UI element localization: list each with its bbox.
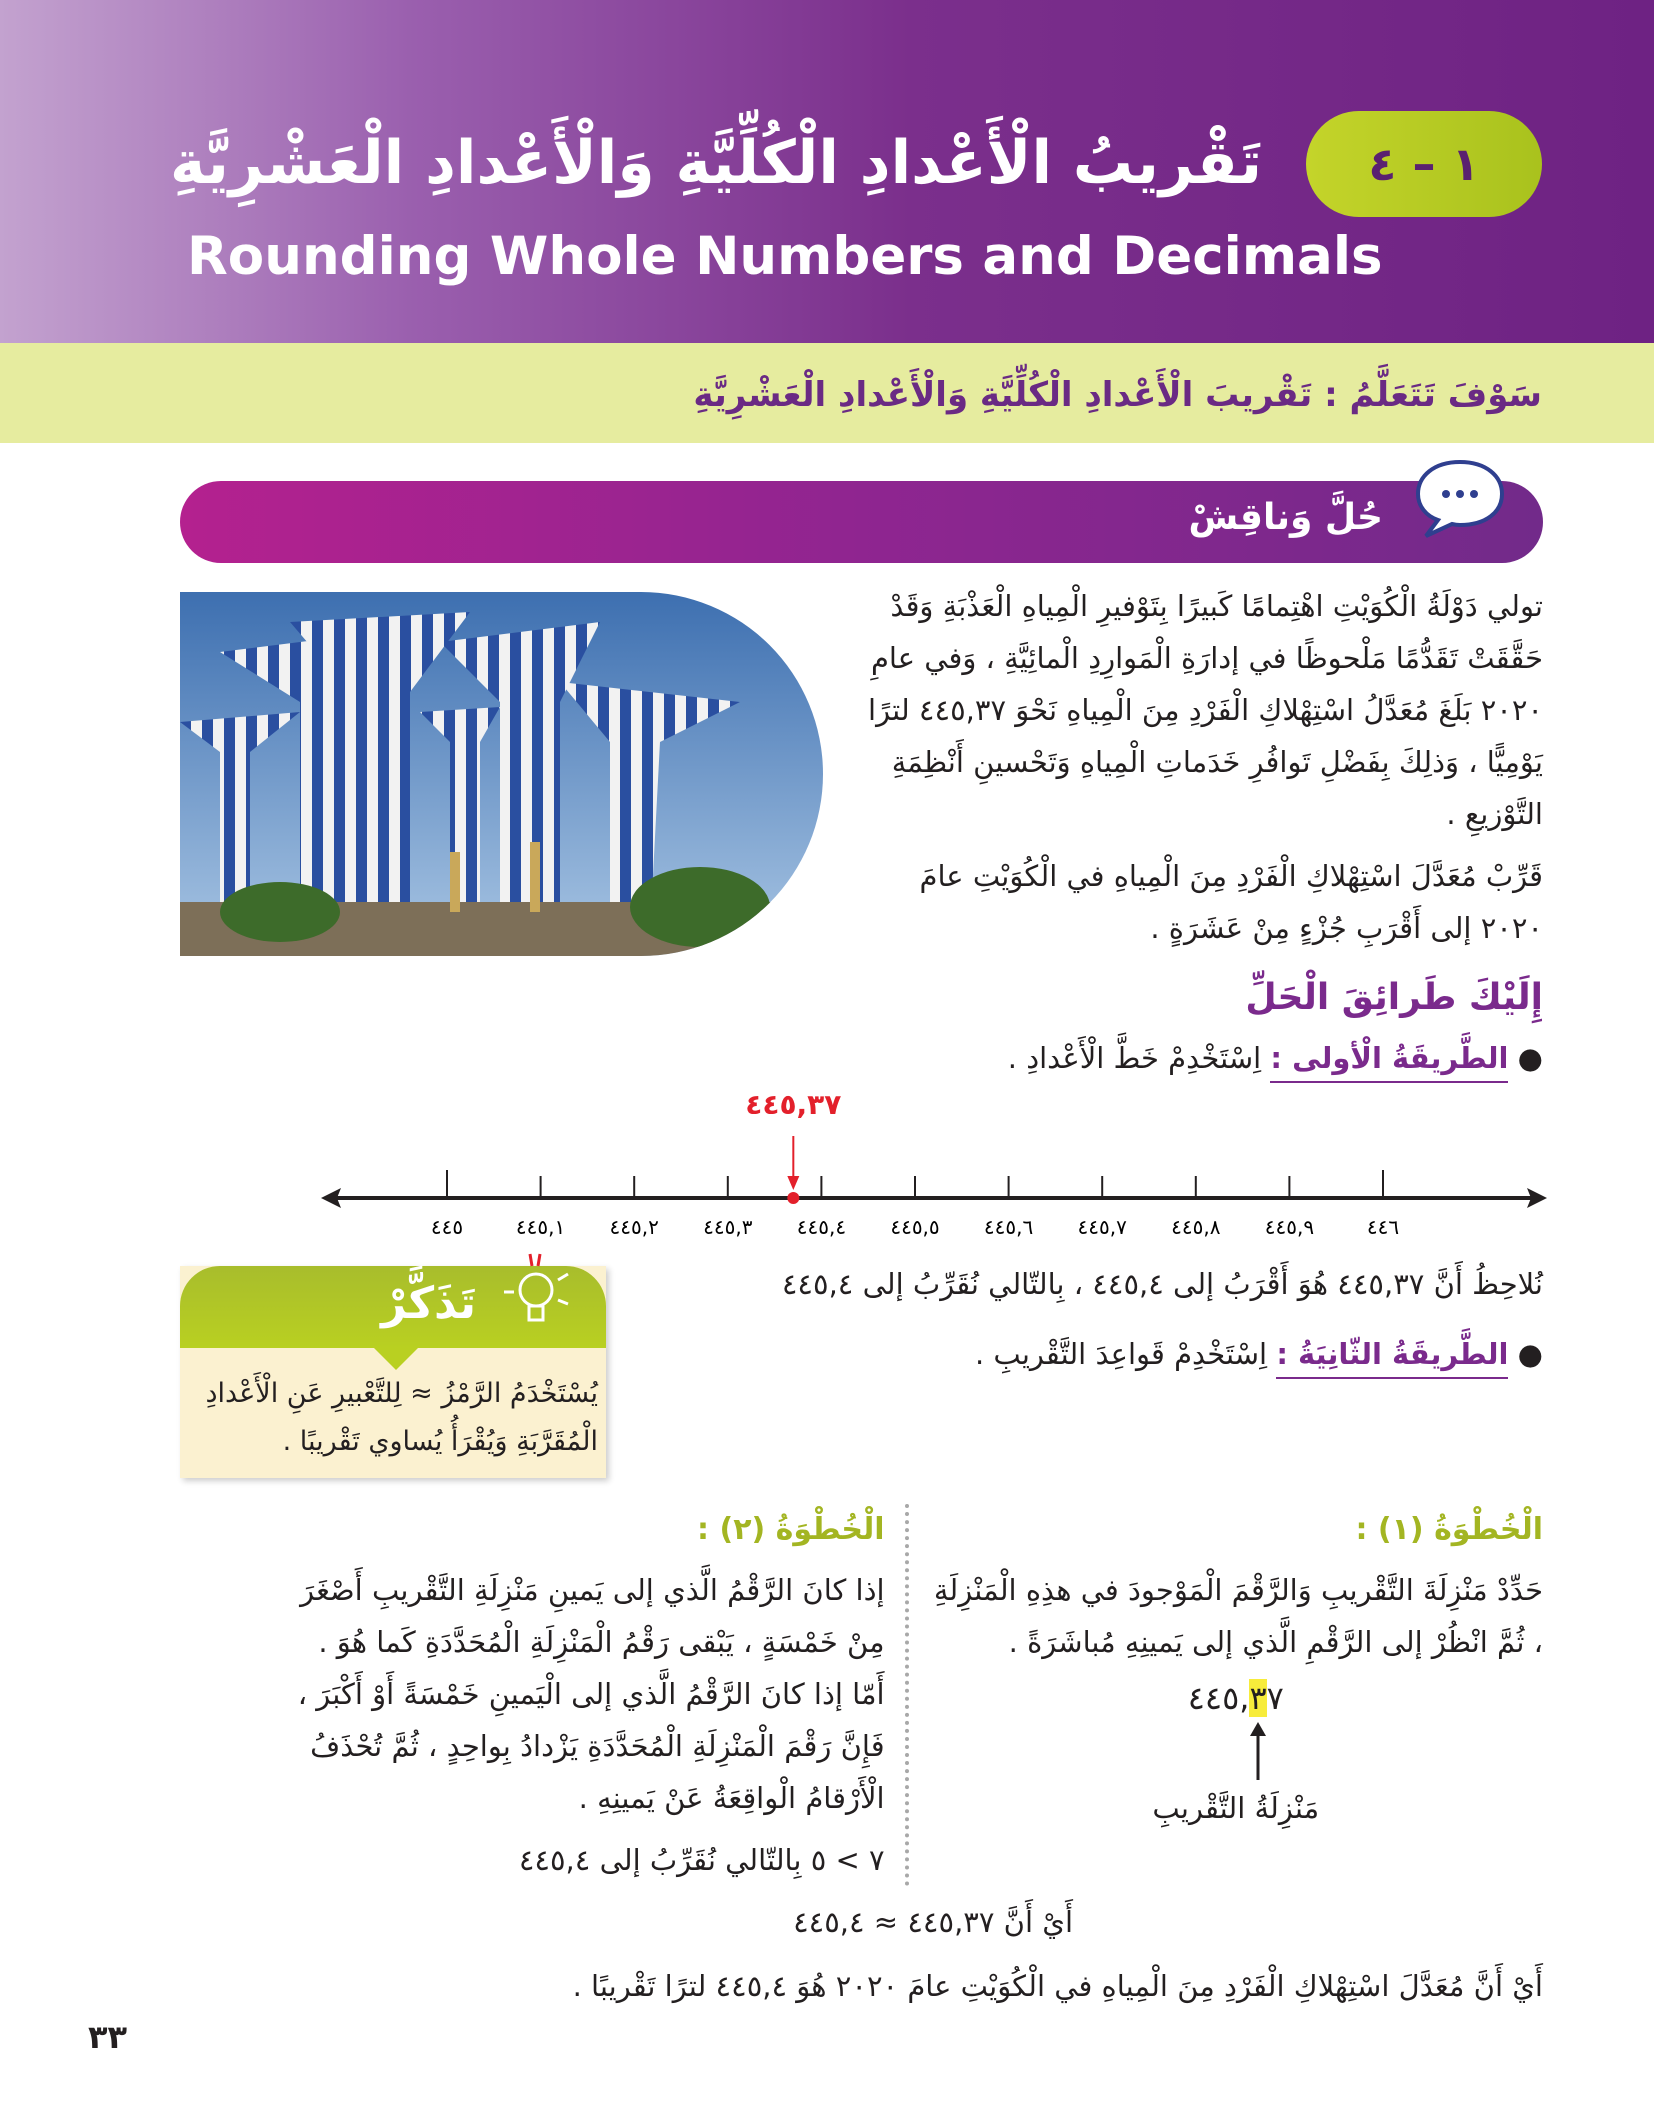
remember-box: [180, 1266, 606, 1478]
tick-label: ٤٤٥,٢: [609, 1215, 659, 1239]
tick-label: ٤٤٥,٩: [1264, 1215, 1315, 1239]
point-marker: [787, 1192, 799, 1204]
place-value-diagram: [929, 1674, 1543, 1834]
step-one-column: [929, 1504, 1543, 1886]
method-two-text: اِسْتَخْدِمْ قَواعِدَ التَّقْريبِ .: [974, 1337, 1277, 1371]
approximation-result: أَيْ أَنَّ ٤٤٥,٣٧ ≈ ٤٤٥,٤: [793, 1905, 1073, 1939]
discuss-title: حُلَّ وَناقِشْ: [1188, 497, 1383, 538]
step-two-text: إذا كانَ الرَّقْمُ الَّذي إلى يَمينِ مَنْزِلَةِ التَّقْريبِ أَصْغَرَ مِنْ خَمْسَةٍ ، يَبْقى رَقْمُ الْمَنْزِلَةِ الْمُحَدَّدَةِ كَما هُوَ . أَمّا إذا كانَ الرَّقْمُ الَّذي إلى الْيَمينِ خَمْسَةً أَوْ أَكْبَرَ ، فَإِنَّ رَقْمَ الْمَنْزِلَةِ الْمُحَدَّدَةِ يَزْدادُ بِواحِدٍ ، ثُمَّ تُحْذَفُ الْأَرْقامُ الْواقِعَةُ عَنْ يَمينِهِ .: [297, 1573, 885, 1815]
observation-row: [180, 1258, 1543, 1478]
step-one-number: [929, 1674, 1543, 1722]
step-two-title: الْخُطْوَةُ (٢) :: [697, 1512, 885, 1547]
number-prefix: ٤٤٥,: [1187, 1679, 1250, 1717]
intro-text-column: [853, 580, 1543, 954]
step-two-conclusion: ٧ > ٥ بِالتّالي نُقَرِّبُ إلى ٤٤٥,٤: [518, 1843, 885, 1877]
chat-bubble-icon: [1412, 456, 1508, 540]
objective-text: تَقْريبَ الْأَعْدادِ الْكُلِّيَّةِ وَالْأَعْدادِ الْعَشْرِيَّةِ: [693, 375, 1325, 415]
objective-label: سَوْفَ تَتَعَلَّمُ :: [1324, 375, 1542, 415]
tick-label: ٤٤٦: [1366, 1215, 1400, 1239]
tick-label: ٤٤٥,٤: [796, 1215, 847, 1239]
pointer-arrowhead-icon: [787, 1176, 799, 1190]
tick-label: ٤٤٥,٥: [890, 1215, 940, 1239]
question-text: قَرِّبْ مُعَدَّلَ اسْتِهْلاكِ الْفَرْدِ مِنَ الْمِياهِ في الْكُوَيْتِ عامَ ٢٠٢٠ إلى أَقْرَبِ جُزْءٍ مِنْ عَشَرَةٍ .: [919, 859, 1543, 945]
remember-pointer: [374, 1348, 418, 1370]
tick-label: ٤٤٥,٦: [983, 1215, 1034, 1239]
place-value-label: مَنْزِلَةُ التَّقْريبِ: [1152, 1791, 1320, 1825]
intro-section: [180, 580, 1543, 956]
learning-objective: [693, 375, 1542, 415]
kuwait-water-towers-photo: [180, 592, 823, 956]
page-number: ٣٣: [88, 2018, 128, 2056]
step-one-title: الْخُطْوَةُ (١) :: [1355, 1512, 1543, 1547]
point-label: ٤٤٥,٣٧: [745, 1088, 842, 1121]
column-divider: [905, 1504, 909, 1886]
tick-label: ٤٤٥,١: [515, 1215, 566, 1239]
steps-section: [180, 1504, 1543, 1886]
method-two-label: الطَّريقَةُ الثّانِيَةُ :: [1276, 1337, 1508, 1379]
highlighted-digit: ٣: [1249, 1679, 1267, 1717]
step-two-column: [290, 1504, 885, 1886]
intro-paragraph: تولي دَوْلَةُ الْكُوَيْتِ اهْتِمامًا كَبيرًا بِتَوْفيرِ الْمِياهِ الْعَذْبَةِ وَقَدْ حَقَّقَتْ تَقَدُّمًا مَلْحوظًا في إدارَةِ الْمَوارِدِ الْمائِيَّةِ ، وَفي عامِ ٢٠٢٠ بَلَغَ مُعَدَّلُ اسْتِهْلاكِ الْفَرْدِ مِنَ الْمِياهِ نَحْوَ ٤٤٥,٣٧ لترًا يَوْمِيًّا ، وَذلِكَ بِفَضْلِ تَوافُرِ خَدَماتِ الْمِياهِ وَتَحْسينِ أَنْظِمَةِ التَّوْزيعِ .: [868, 589, 1543, 831]
number-suffix: ٧: [1266, 1679, 1284, 1717]
up-arrow-icon: [1246, 1722, 1270, 1782]
observation-column: [643, 1258, 1543, 1380]
final-answer: أَيْ أَنَّ مُعَدَّلَ اسْتِهْلاكِ الْفَرْدِ مِنَ الْمِياهِ في الْكُوَيْتِ عامَ ٢٠٢٠ هُوَ ٤٤٥,٤ لترًا تَقْريبًا .: [572, 1969, 1543, 2003]
lesson-title-arabic: تَقْريبُ الْأَعْدادِ الْكُلِّيَّةِ وَالْأَعْدادِ الْعَشْرِيَّةِ: [169, 128, 1262, 198]
tick-label: ٤٤٥,٨: [1171, 1215, 1221, 1239]
observation-text: نُلاحِظُ أَنَّ ٤٤٥,٣٧ هُوَ أَقْرَبُ إلى ٤٤٥,٤ ، بِالتّالي نُقَرِّبُ إلى ٤٤٥,٤: [781, 1267, 1543, 1301]
remember-title: تَذَكَّرْ: [381, 1278, 476, 1329]
solution-methods-heading: إِلَيْكَ طَرائِقَ الْحَلِّ: [1245, 977, 1543, 1018]
tick-label: ٤٤٥: [430, 1215, 464, 1239]
method-two: ● الطَّريقَةُ الثّانِيَةُ : اِسْتَخْدِمْ قَواعِدَ التَّقْريبِ .: [643, 1328, 1543, 1380]
remember-text: يُسْتَخْدَمُ الرَّمْزُ ≈ لِلتَّعْبيرِ عَنِ الْأَعْدادِ الْمُقَرَّبَةِ وَيُقْرَأُ يُساوي تَقْريبًا .: [205, 1378, 598, 1457]
tick-label: ٤٤٥,٧: [1077, 1215, 1127, 1239]
remember-header: [180, 1266, 606, 1348]
lesson-number-badge: ١ – ٤: [1306, 111, 1542, 217]
lesson-title-english: Rounding Whole Numbers and Decimals: [187, 226, 1383, 287]
method-one-label: الطَّريقَةُ الْأولى :: [1270, 1041, 1508, 1083]
method-one-text: اِسْتَخْدِمْ خَطَّ الْأَعْدادِ .: [1007, 1041, 1271, 1075]
method-one: ● الطَّريقَةُ الْأولى : اِسْتَخْدِمْ خَطَّ الْأَعْدادِ .: [180, 1032, 1543, 1084]
tick-label: ٤٤٥,٣: [703, 1215, 753, 1239]
step-one-text: حَدِّدْ مَنْزِلَةَ التَّقْريبِ وَالرَّقْمَ الْمَوْجودَ في هذِهِ الْمَنْزِلَةِ ، ثُمَّ انْظُرْ إلى الرَّقْمِ الَّذي إلى يَمينِهِ مُباشَرَةً .: [933, 1573, 1543, 1659]
lightbulb-icon: [500, 1252, 572, 1332]
number-line: [315, 1084, 1555, 1254]
main-content: [180, 580, 1543, 2012]
